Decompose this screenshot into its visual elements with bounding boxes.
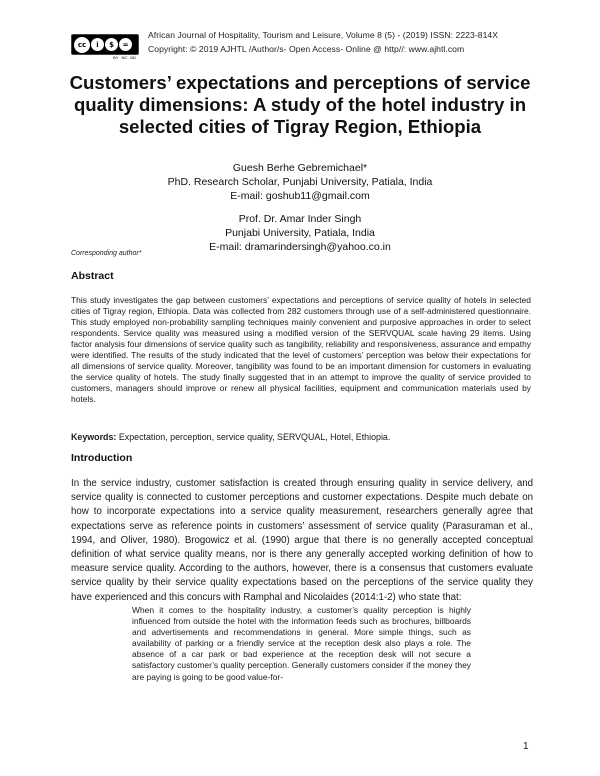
author-affiliation: Punjabi University, Patiala, India (225, 227, 375, 239)
keywords-line (71, 432, 390, 442)
keywords-text: Expectation, perception, service quality, SERVQUAL, Hotel, Ethiopia. (118, 432, 391, 442)
page-number: 1 (523, 741, 529, 752)
cc-label-by: BY (113, 55, 119, 60)
block-quote: When it comes to the hospitality industry, a customer’s quality perception is highly influenced from outside the hotel with the information feeds such as brochures, billboards and advertisements and recommendations in general. More simple things, such as availability of parking or a friendly service at the reception desk also plays a role. The absence of a car park or bad experience at the reception desk will not secure a satisfactory customer’s quality perception. Generally customers consider if the money they are paying is going to be good value-for- (132, 605, 471, 682)
paper-title: Customers’ expectations and perceptions of service quality dimensions: A study of the hotel industry in selected cities of Tigray Region, Ethiopia (69, 72, 531, 137)
corresponding-author-note: Corresponding author* (71, 250, 142, 257)
author-name: Prof. Dr. Amar Inder Singh (238, 213, 362, 225)
keywords-label: Keywords: (71, 432, 117, 442)
abstract-text: This study investigates the gap between customers’ expectations and perceptions of service quality of hotels in selected cities of Tigray region, Ethiopia. Data was collected from 282 customers through use of a self-administered questionnaire. This study employed non-probability sampling techniques mainly convenient and purposive approaches in order to select respondents. Service quality was measured using a modified version of the SERVQUAL scale having 29 items. Using factor analysis four dimensions of service quality such as tangibility, reliability and responsiveness, assurance and empathy were identified. The results of the study indicated that the level of customers’ perception was below their expectations for all dimensions of service quality. Moreover, tangibility was found to be an important dimension for customers in evaluating the service quality of hotels. The study finally suggested that in an attempt to improve the quality of service provided to customers, managers should improve or renew all physical facilities, equipment and communication materials used by hotels. (71, 295, 531, 404)
by-icon: i (91, 38, 104, 51)
creative-commons-badge[interactable] (71, 34, 139, 55)
cc-label-nd: ND (130, 55, 136, 60)
cc-badge-labels (74, 55, 136, 58)
author-affiliation: PhD. Research Scholar, Punjabi University, Patiala, India (167, 176, 433, 188)
journal-citation-line: African Journal of Hospitality, Tourism and Leisure, Volume 8 (5) - (2019) ISSN: 2223-814X (148, 30, 499, 40)
copyright-line: Copyright: © 2019 AJHTL /Author/s- Open Access- Online @ http//: www.ajhtl.com (148, 44, 465, 54)
author-block-2 (60, 212, 540, 254)
cc-label-nc: NC (121, 55, 128, 60)
author-email[interactable]: E-mail: dramarindersingh@yahoo.co.in (209, 241, 391, 253)
introduction-text: In the service industry, customer satisfaction is created through ensuring quality in service delivery, and service quality is connected to customer perceptions and customer expectations. Despite much debate on how to incorporate expectations into a service quality measurement, researchers generally agree that expectations serve as reference points in customers’ assessment of service quality (Parasuraman et al., 1994, and Oliver, 1980). Brogowicz et al. (1990) argue that there is no generally accepted conceptual definition of what service quality means, nor is there any generally accepted working definition of how to measure service quality. According to the authors, however, there is a consensus that customers evaluate service quality by their service quality expectations based on the perceptions of the service quality they have experienced and this concurs with Ramphal and Nicolaides (2014:1-2) who state that: (71, 478, 533, 603)
abstract-heading: Abstract (71, 270, 114, 282)
author-email[interactable]: E-mail: goshub11@gmail.com (230, 190, 370, 202)
noncommercial-icon: $ (105, 38, 118, 51)
noderivatives-icon: = (119, 38, 132, 51)
author-block-1 (60, 161, 540, 203)
cc-icon: cc (74, 37, 90, 53)
author-name: Guesh Berhe Gebremichael* (232, 162, 368, 174)
introduction-heading: Introduction (71, 452, 133, 464)
